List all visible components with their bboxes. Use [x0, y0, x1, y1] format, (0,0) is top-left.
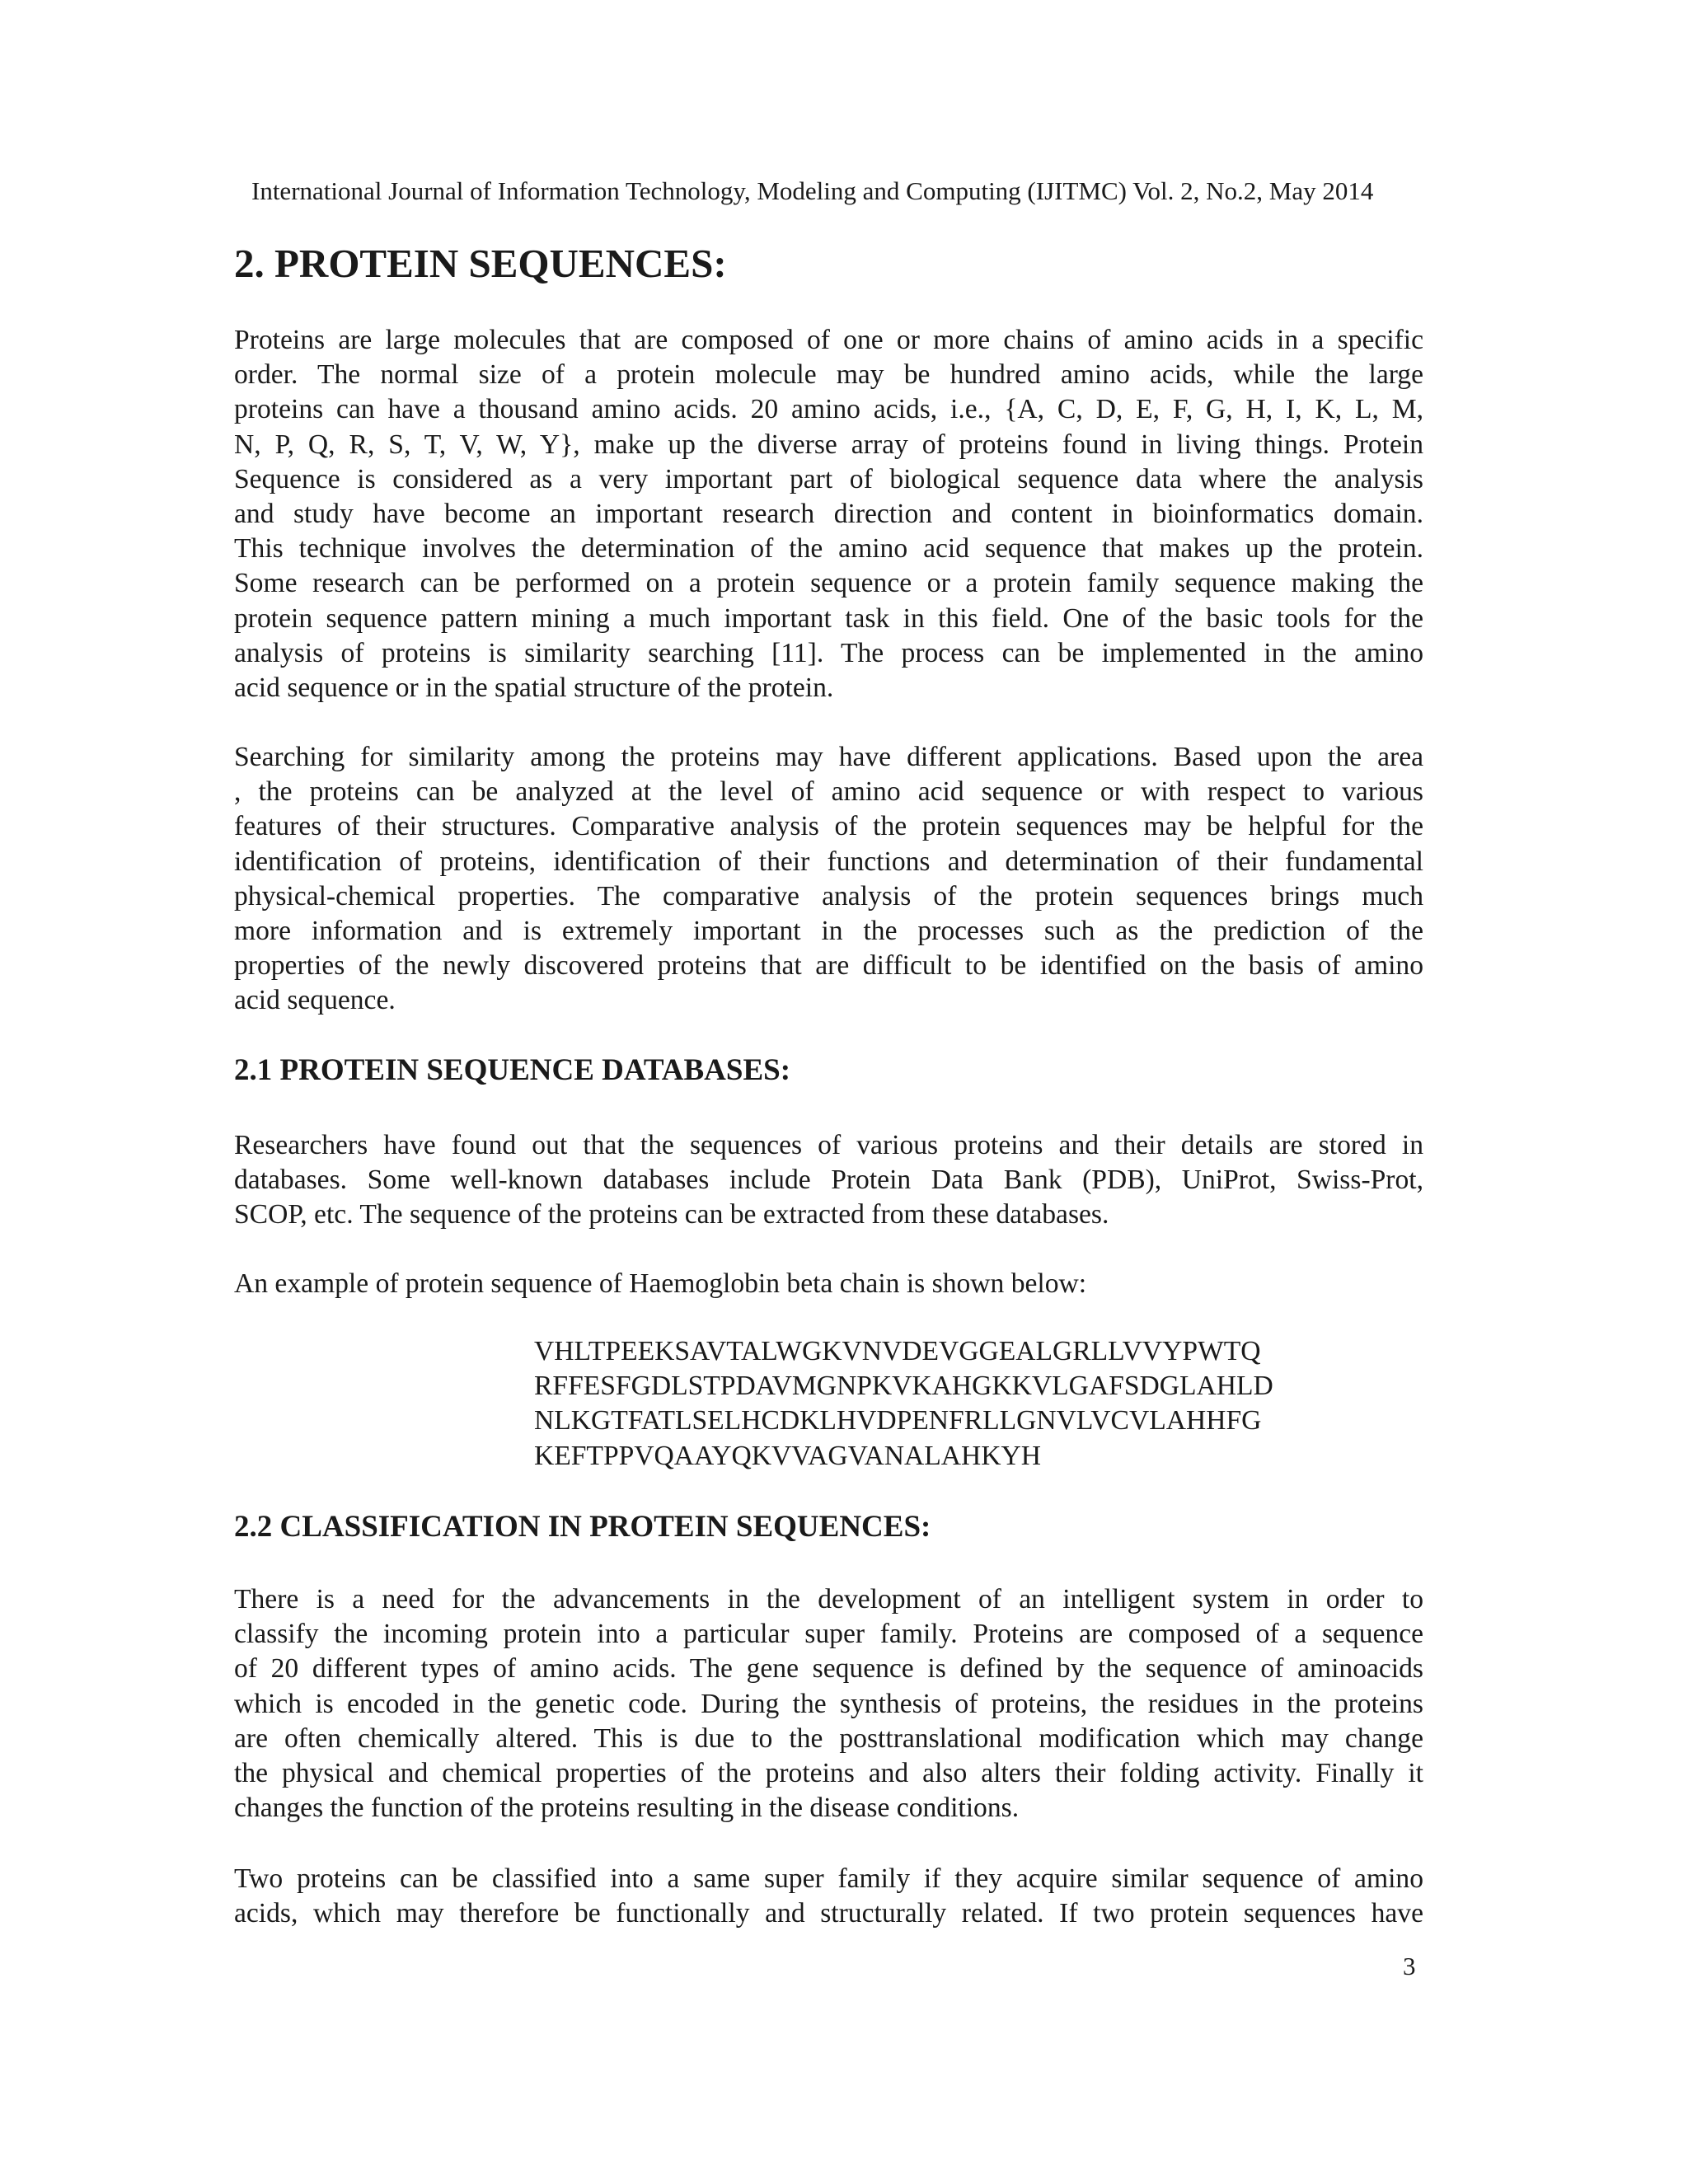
text-line: identification of proteins, identification of their functions and determination of their fundamental: [234, 846, 1423, 877]
page-number: 3: [1403, 1952, 1416, 1980]
text-line: This technique involves the determination of the amino acid sequence that makes up the protein.: [234, 533, 1423, 565]
text-line: features of their structures. Comparative analysis of the protein sequences may be helpful for the: [234, 811, 1423, 842]
sequence-line: KEFTPPVQAAYQKVVAGVANALAHKYH: [534, 1440, 1042, 1471]
section-paragraph-2: [234, 740, 1423, 1019]
text-line: acid sequence or in the spatial structure of the protein.: [234, 673, 834, 704]
text-line: properties of the newly discovered proteins that are difficult to be identified on the basis of amino: [234, 950, 1423, 982]
sequence-line: NLKGTFATLSELHCDKLHVDPENFRLLGNVLVCVLAHHFG: [534, 1405, 1262, 1436]
section-paragraph-1: [234, 323, 1423, 705]
text-line: Searching for similarity among the proteins may have different applications. Based upon the area: [234, 742, 1423, 772]
subsection-title: 2.1 PROTEIN SEQUENCE DATABASES:: [234, 1053, 791, 1087]
text-line: Two proteins can be classified into a same super family if they acquire similar sequence of amino: [234, 1863, 1423, 1894]
text-line: acid sequence.: [234, 985, 396, 1016]
text-line: Proteins are large molecules that are composed of one or more chains of amino acids in a specific: [234, 325, 1423, 355]
text-line: changes the function of the proteins resulting in the disease conditions.: [234, 1793, 1020, 1824]
text-line: acids, which may therefore be functionally and structurally related. If two protein sequences have: [234, 1898, 1423, 1929]
example-intro: [234, 1267, 1423, 1301]
text-line: analysis of proteins is similarity searching [11]. The process can be implemented in the amino: [234, 637, 1423, 668]
text-line: which is encoded in the genetic code. During the synthesis of proteins, the residues in the proteins: [234, 1688, 1423, 1719]
subsection1-paragraph-1: [234, 1128, 1423, 1233]
text-line: An example of protein sequence of Haemoglobin beta chain is shown below:: [234, 1268, 1087, 1299]
sequence-line: RFFESFGDLSTPDAVMGNPKVKAHGKKVLGAFSDGLAHLD: [534, 1371, 1273, 1402]
text-line: protein sequence pattern mining a much important task in this field. One of the basic tools for the: [234, 602, 1423, 634]
text-line: of 20 different types of amino acids. The gene sequence is defined by the sequence of aminoacids: [234, 1653, 1423, 1685]
text-line: physical-chemical properties. The comparative analysis of the protein sequences brings much: [234, 880, 1423, 912]
section-title: 2. PROTEIN SEQUENCES:: [234, 241, 727, 286]
text-line: databases. Some well-known databases include Protein Data Bank (PDB), UniProt, Swiss-Prot,: [234, 1165, 1423, 1196]
protein-sequence-block: [534, 1334, 1273, 1474]
text-line: more information and is extremely important in the processes such as the prediction of the: [234, 916, 1423, 947]
text-line: order. The normal size of a protein molecule may be hundred amino acids, while the large: [234, 359, 1423, 391]
text-line: SCOP, etc. The sequence of the proteins can be extracted from these databases.: [234, 1199, 1109, 1230]
text-line: , the proteins can be analyzed at the level of amino acid sequence or with respect to various: [234, 776, 1423, 808]
running-header: International Journal of Information Technology, Modeling and Computing (IJITMC) Vol. 2, No.2, May 2014: [251, 176, 1374, 205]
subsection-title: 2.2 CLASSIFICATION IN PROTEIN SEQUENCES:: [234, 1510, 931, 1544]
text-line: are often chemically altered. This is due to the posttranslational modification which may change: [234, 1722, 1423, 1754]
text-line: the physical and chemical properties of the proteins and also alters their folding activity. Finally it: [234, 1758, 1423, 1789]
text-line: Researchers have found out that the sequences of various proteins and their details are stored in: [234, 1130, 1423, 1160]
text-line: Sequence is considered as a very important part of biological sequence data where the analysis: [234, 463, 1423, 494]
text-line: There is a need for the advancements in the development of an intelligent system in order to: [234, 1584, 1423, 1615]
text-line: N, P, Q, R, S, T, V, W, Y}, make up the diverse array of proteins found in living things. Protein: [234, 429, 1423, 460]
subsection2-paragraph-2: [234, 1862, 1423, 1931]
subsection2-paragraph-1: [234, 1582, 1423, 1825]
sequence-line: VHLTPEEKSAVTALWGKVNVDEVGGEALGRLLVVYPWTQ: [534, 1336, 1261, 1366]
text-line: Some research can be performed on a protein sequence or a protein family sequence making the: [234, 568, 1423, 599]
text-line: classify the incoming protein into a particular super family. Proteins are composed of a sequence: [234, 1619, 1423, 1650]
text-line: and study have become an important research direction and content in bioinformatics domain.: [234, 499, 1423, 530]
text-line: proteins can have a thousand amino acids. 20 amino acids, i.e., {A, C, D, E, F, G, H, I, K, L, M,: [234, 394, 1423, 425]
